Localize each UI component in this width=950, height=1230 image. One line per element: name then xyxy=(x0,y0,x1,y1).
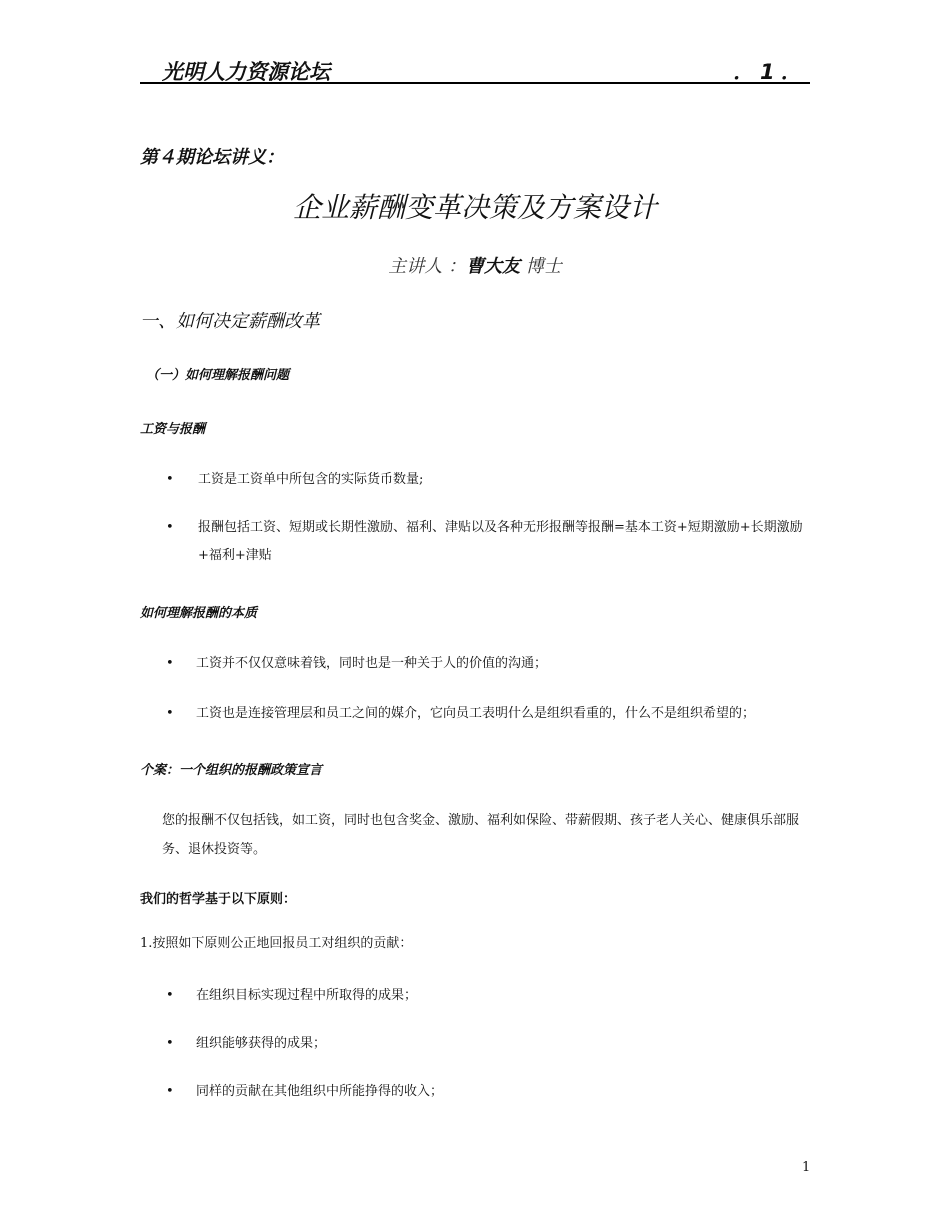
subsection-heading: （一）如何理解报酬问题 xyxy=(146,368,290,383)
list-item: 报酬包括工资、短期或长期性激励、福利、津贴以及各种无形报酬等报酬=基本工资+短期激励+长期激励+福利+津贴 xyxy=(198,520,803,563)
list-item: 工资是工资单中所包含的实际货币数量; xyxy=(198,472,424,487)
philosophy-heading: 我们的哲学基于以下原则： xyxy=(140,892,297,907)
bullet-glyph: • xyxy=(166,1084,174,1099)
section-heading: 一、如何决定薪酬改革 xyxy=(140,311,320,332)
speaker-suffix: 博士 xyxy=(520,256,562,277)
case-paragraph: 您的报酬不仅包括钱，如工资，同时也包含奖金、激励、福利如保险、带薪假期、孩子老人关心、健康俱乐部服务、退休投资等。 xyxy=(162,813,800,857)
header-page-marker: ．1． xyxy=(733,60,808,84)
document-title: 企业薪酬变革决策及方案设计 xyxy=(292,191,657,224)
speaker-line xyxy=(0,252,950,278)
list-item: 组织能够获得的成果； xyxy=(196,1036,327,1051)
list-item: 工资并不仅仅意味着钱，同时也是一种关于人的价值的沟通； xyxy=(196,656,548,671)
bullet-glyph: • xyxy=(166,706,174,721)
topic-heading-wage: 工资与报酬 xyxy=(140,422,206,437)
list-item: 同样的贡献在其他组织中所能挣得的收入； xyxy=(196,1084,444,1099)
page-number: 1 xyxy=(802,1160,811,1175)
header-title: 光明人力资源论坛 xyxy=(162,60,330,84)
speaker-name: 曹大友 xyxy=(466,256,520,277)
speaker-prefix: 主讲人 ： xyxy=(388,256,466,277)
list-item: 在组织目标实现过程中所取得的成果； xyxy=(196,988,418,1003)
issue-label: 第４期论坛讲义： xyxy=(140,147,284,168)
bullet-glyph: • xyxy=(166,656,174,671)
numbered-item: 1.按照如下原则公正地回报员工对组织的贡献： xyxy=(140,936,413,951)
bullet-glyph: • xyxy=(166,988,174,1003)
bullet-glyph: • xyxy=(166,1036,174,1051)
list-item: 工资也是连接管理层和员工之间的媒介，它向员工表明什么是组织看重的，什么不是组织希望的； xyxy=(196,706,756,721)
case-heading: 个案：一个组织的报酬政策宣言 xyxy=(140,763,323,778)
bullet-glyph: • xyxy=(166,520,174,535)
bullet-glyph: • xyxy=(166,472,174,487)
topic-heading-essence: 如何理解报酬的本质 xyxy=(140,606,258,621)
